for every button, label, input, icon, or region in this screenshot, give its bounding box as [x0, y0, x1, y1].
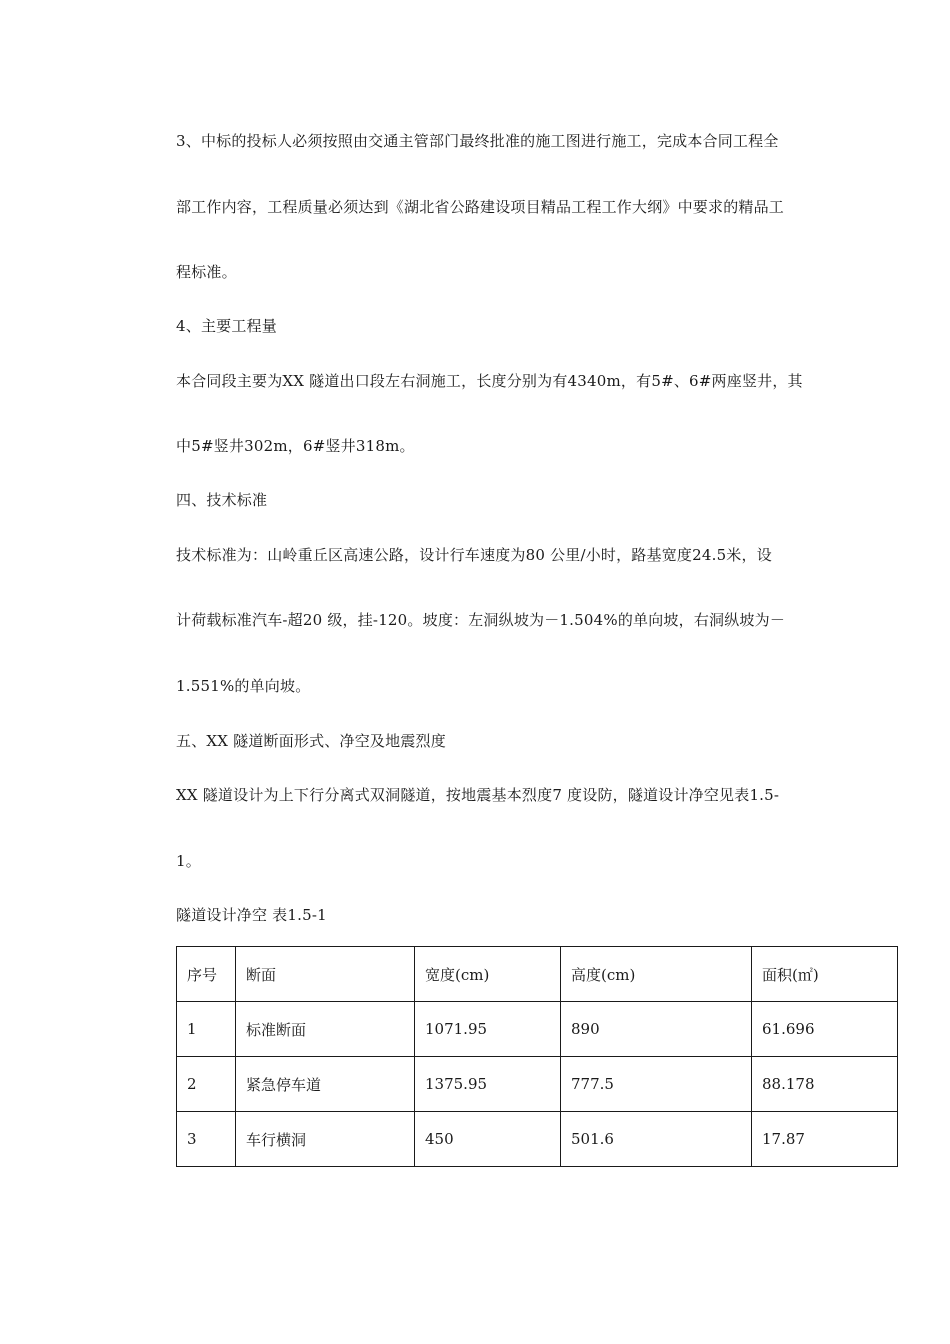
table-cell: 1375.95: [415, 1057, 561, 1112]
table-cell: 501.6: [561, 1112, 752, 1167]
table-header-row: [177, 947, 898, 1002]
header-cell: 断面: [236, 947, 415, 1002]
table-cell: 2: [177, 1057, 236, 1112]
table-cell: 标准断面: [236, 1002, 415, 1057]
table-cell: 777.5: [561, 1057, 752, 1112]
table-cell: 61.696: [752, 1002, 898, 1057]
table-cell: 17.87: [752, 1112, 898, 1167]
table-cell: 3: [177, 1112, 236, 1167]
paragraph-3-line-1: 3、中标的投标人必须按照由交通主管部门最终批准的施工图进行施工，完成本合同工程全: [176, 132, 779, 150]
technical-line-1: 技术标准为：山岭重丘区高速公路，设计行车速度为80 公里/小时，路基宽度24.5米，设: [176, 546, 772, 564]
clearance-table: [176, 946, 898, 1167]
table-cell: 890: [561, 1002, 752, 1057]
table-cell: 车行横洞: [236, 1112, 415, 1167]
header-cell: 高度(cm): [561, 947, 752, 1002]
paragraph-3-line-2: 部工作内容，工程质量必须达到《湖北省公路建设项目精品工程工作大纲》中要求的精品工: [176, 198, 785, 216]
technical-line-2: 计荷载标准汽车-超20 级，挂-120。坡度：左洞纵坡为－1.504%的单向坡，右洞纵坡为－: [176, 611, 786, 629]
technical-line-3: 1.551%的单向坡。: [176, 677, 311, 695]
table-cell: 88.178: [752, 1057, 898, 1112]
heading-tunnel-section: 五、XX 隧道断面形式、净空及地震烈度: [176, 732, 446, 750]
tunnel-line-1: XX 隧道设计为上下行分离式双洞隧道，按地震基本烈度7 度设防，隧道设计净空见表1.5-: [176, 786, 780, 804]
tunnel-line-2: 1。: [176, 852, 201, 870]
header-cell: 面积(㎡): [752, 947, 898, 1002]
heading-4: 4、主要工程量: [176, 317, 277, 335]
table-cell: 紧急停车道: [236, 1057, 415, 1112]
heading-technical-standard: 四、技术标准: [176, 491, 268, 509]
paragraph-4-line-2: 中5#竖井302m，6#竖井318m。: [176, 437, 415, 455]
table-row: [177, 1057, 898, 1112]
table-cell: 1: [177, 1002, 236, 1057]
table-cell: 1071.95: [415, 1002, 561, 1057]
header-cell: 序号: [177, 947, 236, 1002]
table-row: [177, 1002, 898, 1057]
table-cell: 450: [415, 1112, 561, 1167]
table-row: [177, 1112, 898, 1167]
header-cell: 宽度(cm): [415, 947, 561, 1002]
paragraph-4-line-1: 本合同段主要为XX 隧道出口段左右洞施工，长度分别为有4340m，有5#、6#两座竖井，其: [176, 372, 803, 390]
table-caption: 隧道设计净空 表1.5-1: [176, 906, 327, 924]
paragraph-3-line-3: 程标准。: [176, 263, 237, 281]
